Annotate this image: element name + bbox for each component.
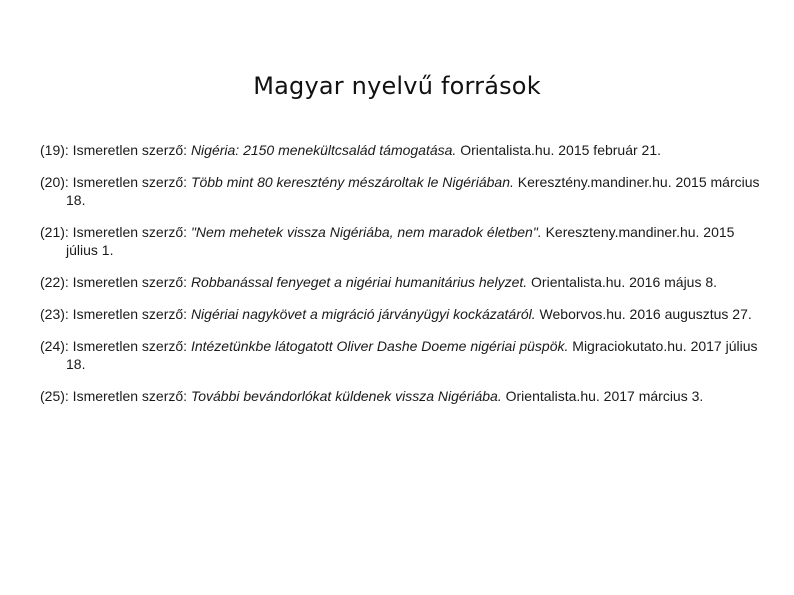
reference-item-24 [40,337,760,373]
reference-prefix: (25): Ismeretlen szerző: [40,388,191,404]
page-title: Magyar nyelvű források [253,72,541,101]
reference-prefix: (24): Ismeretlen szerző: [40,338,191,354]
reference-list [40,141,760,419]
reference-source: Orientalista.hu. 2015 február 21. [456,142,662,158]
reference-source: Keresztény.mandiner.hu. 2015 március 18. [66,174,760,208]
reference-source: Kereszteny.mandiner.hu. 2015 július 1. [66,224,735,258]
reference-item-25 [40,387,760,405]
reference-title: Intézetünkbe látogatott Oliver Dashe Doeme nigériai püspök. [190,338,569,354]
reference-source: Migraciokutato.hu. 2017 július 18. [66,338,758,372]
reference-source: Orientalista.hu. 2017 március 3. [501,388,704,404]
reference-title: Több mint 80 keresztény mészároltak le Nigériában. [190,174,514,190]
reference-title: Robbanással fenyeget a nigériai humanitárius helyzet. [190,274,528,290]
reference-prefix: (21): Ismeretlen szerző: [40,224,191,240]
reference-item-23 [40,305,760,323]
reference-prefix: (22): Ismeretlen szerző: [40,274,191,290]
reference-item-21 [40,223,760,259]
reference-item-20 [40,173,760,209]
reference-prefix: (23): Ismeretlen szerző: [40,306,191,322]
reference-prefix: (19): Ismeretlen szerző: [40,142,191,158]
reference-item-22 [40,273,760,291]
reference-source: Orientalista.hu. 2016 május 8. [527,274,718,290]
reference-item-19 [40,141,760,159]
reference-title: Nigéria: 2150 menekültcsalád támogatása. [190,142,457,158]
reference-prefix: (20): Ismeretlen szerző: [40,174,191,190]
reference-title: "Nem mehetek vissza Nigériába, nem maradok életben". [190,224,542,240]
reference-title: További bevándorlókat küldenek vissza Nigériába. [190,388,502,404]
reference-title: Nigériai nagykövet a migráció járványügyi kockázatáról. [190,306,536,322]
reference-source: Weborvos.hu. 2016 augusztus 27. [535,306,752,322]
